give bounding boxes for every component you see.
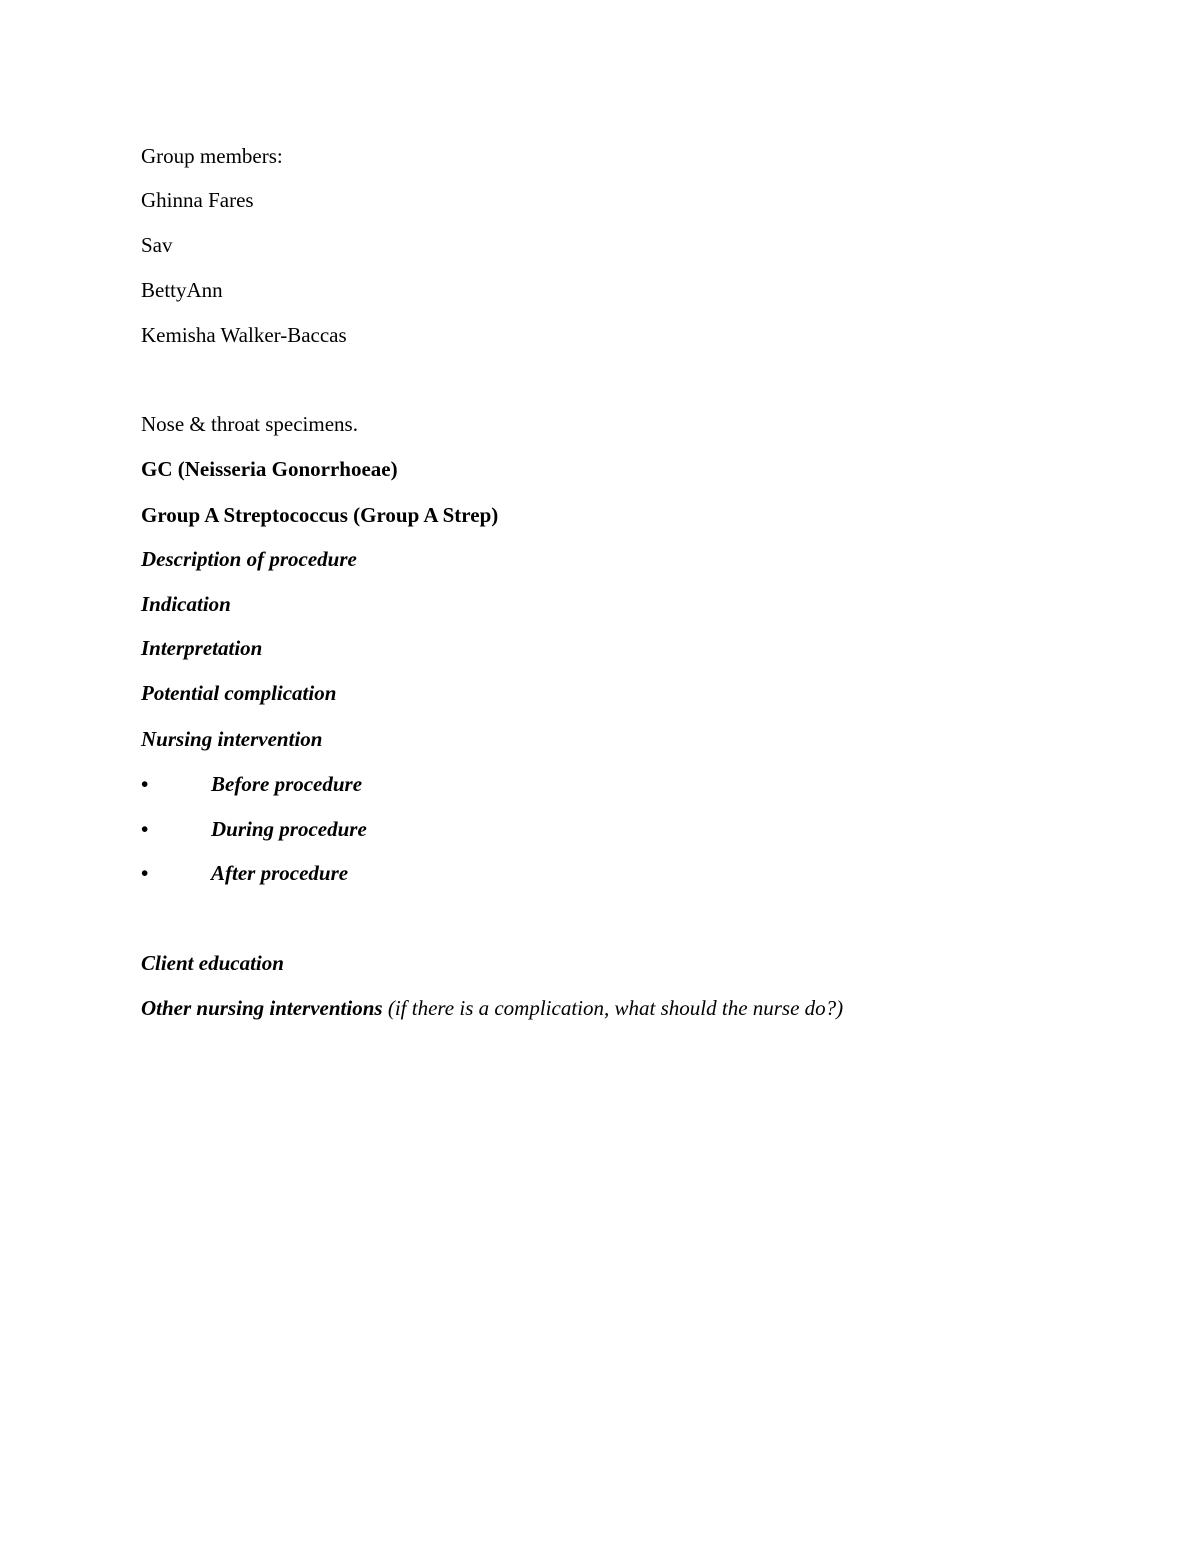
bullet-icon: • [141, 861, 149, 885]
bullet-text: After procedure [211, 861, 349, 885]
other-interventions-note: (if there is a complication, what should the nurse do?) [387, 996, 844, 1020]
bullet-text: Before procedure [211, 772, 363, 796]
section-nursing-intervention: Nursing intervention [141, 727, 323, 751]
section-interpretation: Interpretation [141, 636, 263, 660]
member-name: Kemisha Walker-Baccas [141, 323, 347, 347]
section-indication: Indication [141, 592, 231, 616]
bullet-text: During procedure [211, 817, 367, 841]
test-gc: GC (Neisseria Gonorrhoeae) [141, 457, 398, 481]
member-name: Ghinna Fares [141, 188, 254, 212]
section-other-interventions [141, 995, 843, 1021]
group-members-heading: Group members: [141, 144, 283, 168]
section-client-education: Client education [141, 951, 284, 975]
bullet-icon: • [141, 817, 149, 841]
specimens-title: Nose & throat specimens. [141, 412, 358, 436]
test-group-a-strep: Group A Streptococcus (Group A Strep) [141, 503, 499, 527]
section-description: Description of procedure [141, 547, 357, 571]
other-interventions-label: Other nursing interventions [141, 996, 383, 1020]
member-name: Sav [141, 233, 173, 257]
section-complication: Potential complication [141, 681, 337, 705]
member-name: BettyAnn [141, 278, 223, 302]
bullet-icon: • [141, 772, 149, 796]
